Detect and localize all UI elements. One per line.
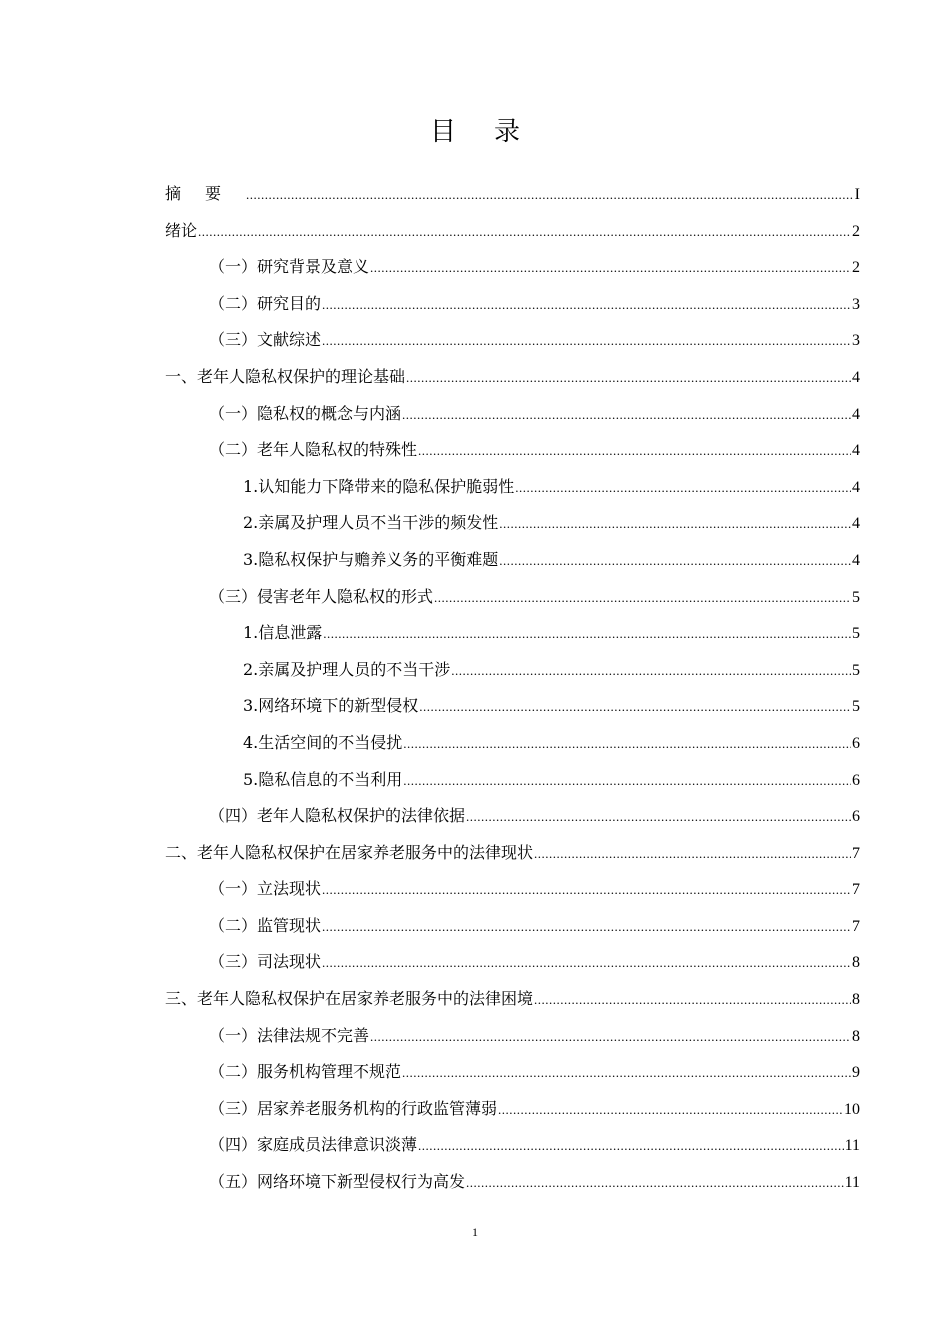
toc-entry-label: 2.亲属及护理人员的不当干涉 [243,659,451,679]
dot-leader [534,836,851,873]
toc-entry[interactable] [165,469,860,506]
toc-entry-label: （一）研究背景及意义 [209,257,370,277]
toc-entry-label: （四）家庭成员法律意识淡薄 [209,1135,418,1155]
toc-entry-label: （三）文献综述 [209,330,322,350]
page-title: 目录 [429,117,558,147]
toc-entry[interactable] [165,762,860,799]
toc-entry[interactable] [165,249,860,286]
toc-entry[interactable] [165,1054,860,1091]
toc-entry[interactable] [165,432,860,469]
dot-leader [418,1128,844,1165]
toc-entry-page-number: 4 [852,442,860,460]
dot-leader [322,909,851,946]
toc-entry-page-number: 3 [852,332,860,350]
toc-entry-page-number: 10 [844,1100,860,1118]
dot-leader [323,616,851,653]
dot-leader [246,177,854,214]
dot-leader [322,945,851,982]
toc-entry[interactable] [165,579,860,616]
toc-entry-label: （五）网络环境下新型侵权行为高发 [209,1172,466,1192]
dot-leader [534,982,851,1019]
dot-leader [370,1019,851,1056]
toc-entry-page-number: 3 [852,295,860,313]
toc-entry[interactable] [165,871,860,908]
dot-leader [499,506,851,543]
toc-entry-label: 5.隐私信息的不当利用 [243,769,403,789]
toc-entry-page-number: 4 [852,515,860,533]
toc-entry-page-number: 2 [852,222,860,240]
toc-entry[interactable] [165,725,860,762]
toc-entry-page-number: 5 [852,698,860,716]
toc-entry-label: 3.网络环境下的新型侵权 [243,696,419,716]
toc-entry-label: （二）监管现状 [209,915,322,935]
toc-entry[interactable] [165,213,860,250]
toc-entry[interactable] [165,322,860,359]
table-of-contents [165,176,860,1201]
toc-entry-page-number: 11 [844,1174,860,1192]
toc-entry-page-number: 2 [852,259,860,277]
toc-entry[interactable] [165,176,860,213]
toc-entry-page-number: I [854,186,860,203]
dot-leader [322,872,851,909]
toc-entry-label: 一、老年人隐私权保护的理论基础 [165,366,406,386]
toc-entry-page-number: 5 [852,661,860,679]
toc-entry-page-number: 6 [852,808,860,826]
toc-entry-label: （三）司法现状 [209,952,322,972]
toc-entry-label: （二）研究目的 [209,293,322,313]
toc-entry[interactable] [165,542,860,579]
toc-entry-page-number: 8 [852,991,860,1009]
toc-entry-page-number: 7 [852,917,860,935]
toc-entry-label: （三）居家养老服务机构的行政监管薄弱 [209,1098,498,1118]
toc-entry-page-number: 7 [852,844,860,862]
toc-entry-label: 4.生活空间的不当侵扰 [243,732,403,752]
toc-entry-page-number: 7 [852,881,860,899]
dot-leader [434,580,851,617]
toc-entry-page-number: 4 [852,478,860,496]
toc-entry-label: 2.亲属及护理人员不当干涉的频发性 [243,513,499,533]
toc-entry-page-number: 4 [852,368,860,386]
toc-entry-label: （一）法律法规不完善 [209,1025,370,1045]
dot-leader [370,250,851,287]
dot-leader [418,433,851,470]
dot-leader [419,689,851,726]
toc-entry-page-number: 8 [852,954,860,972]
toc-entry[interactable] [165,1164,860,1201]
toc-entry[interactable] [165,688,860,725]
toc-entry-label: 绪论 [165,220,198,240]
toc-entry[interactable] [165,908,860,945]
toc-entry-page-number: 5 [852,588,860,606]
toc-entry-label: 二、老年人隐私权保护在居家养老服务中的法律现状 [165,842,534,862]
page-number-footer: 1 [472,1225,478,1239]
toc-entry-label: （三）侵害老年人隐私权的形式 [209,586,434,606]
toc-entry-label: 3.隐私权保护与赡养义务的平衡难题 [243,549,499,569]
toc-entry-label: （二）老年人隐私权的特殊性 [209,440,418,460]
toc-entry[interactable] [165,1091,860,1128]
toc-entry-page-number: 9 [852,1064,860,1082]
toc-entry-page-number: 4 [852,405,860,423]
dot-leader [403,763,851,800]
toc-entry[interactable] [165,981,860,1018]
dot-leader [498,1092,843,1129]
dot-leader [406,360,851,397]
dot-leader [466,799,851,836]
toc-entry-label: 1.信息泄露 [243,623,323,643]
toc-entry[interactable] [165,652,860,689]
toc-entry[interactable] [165,396,860,433]
toc-entry[interactable] [165,1018,860,1055]
toc-entry-label: （一）立法现状 [209,879,322,899]
toc-entry[interactable] [165,944,860,981]
toc-entry[interactable] [165,615,860,652]
toc-entry-label: 1.认知能力下降带来的隐私保护脆弱性 [243,476,515,496]
dot-leader [402,397,851,434]
toc-entry[interactable] [165,1127,860,1164]
dot-leader [198,214,851,251]
dot-leader [515,470,851,507]
toc-entry-page-number: 11 [844,1137,860,1155]
toc-entry[interactable] [165,359,860,396]
toc-entry-page-number: 5 [852,625,860,643]
toc-entry[interactable] [165,798,860,835]
toc-entry-label: 摘要 [165,184,246,203]
toc-entry-page-number: 8 [852,1027,860,1045]
toc-entry-page-number: 4 [852,551,860,569]
toc-entry[interactable] [165,835,860,872]
dot-leader [322,287,851,324]
dot-leader [403,726,851,763]
toc-entry[interactable] [165,286,860,323]
toc-entry-page-number: 6 [852,734,860,752]
dot-leader [451,653,851,690]
dot-leader [402,1055,851,1092]
toc-entry-label: 三、老年人隐私权保护在居家养老服务中的法律困境 [165,989,534,1009]
toc-entry[interactable] [165,505,860,542]
toc-entry-label: （二）服务机构管理不规范 [209,1062,402,1082]
toc-entry-label: （一）隐私权的概念与内涵 [209,403,402,423]
dot-leader [499,543,851,580]
toc-entry-page-number: 6 [852,771,860,789]
dot-leader [466,1165,844,1202]
dot-leader [322,323,851,360]
toc-entry-label: （四）老年人隐私权保护的法律依据 [209,806,466,826]
